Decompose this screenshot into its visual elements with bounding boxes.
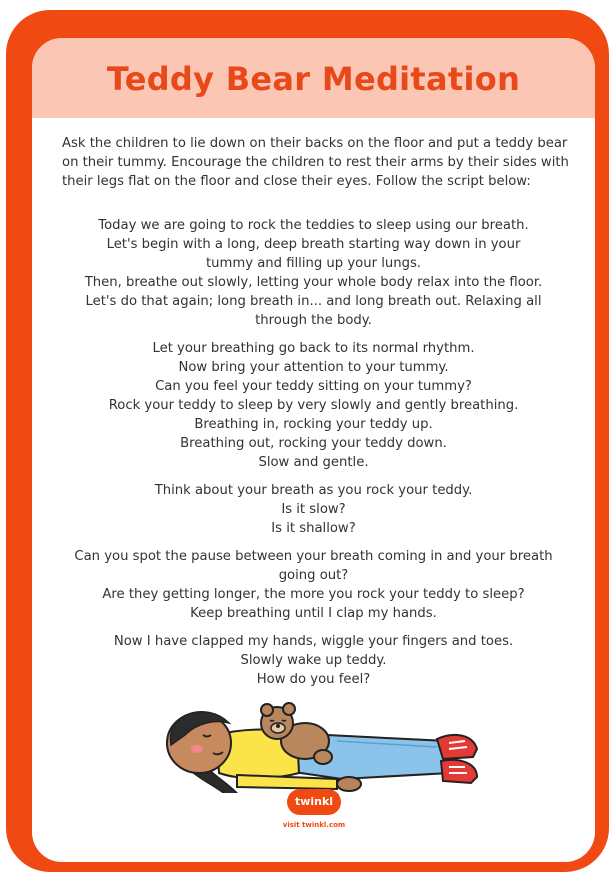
page-frame (6, 10, 609, 872)
script-paragraph-1 (62, 216, 565, 330)
script-line: Let's do that again; long breath in... and long breath out. Relaxing all (85, 294, 542, 309)
script-line: Is it slow? (281, 502, 346, 517)
meditation-script (62, 216, 565, 698)
script-line: Slow and gentle. (258, 455, 369, 470)
script-line: going out? (278, 568, 349, 583)
script-line: Breathing out, rocking your teddy down. (180, 436, 447, 451)
script-line: through the body. (255, 313, 372, 328)
script-line: Keep breathing until I clap my hands. (190, 606, 437, 621)
script-line: How do you feel? (256, 672, 371, 687)
script-line: Think about your breath as you rock your teddy. (154, 483, 473, 498)
page-title: Teddy Bear Meditation (106, 60, 521, 98)
intro-paragraph: Ask the children to lie down on their backs on the floor and put a teddy bear on their tummy. Encourage the children to rest their arms by their sides with their legs flat on the floor and close their eyes. Follow the script below: (62, 136, 569, 189)
script-paragraph-4 (62, 547, 565, 623)
script-line: tummy and filling up your lungs. (205, 256, 422, 271)
logo-url[interactable]: visit twinkl.com (282, 821, 346, 829)
script-paragraph-5 (62, 632, 565, 689)
script-paragraph-3 (62, 481, 565, 538)
logo-text: twinkl (294, 795, 334, 808)
script-line: Let your breathing go back to its normal rhythm. (152, 341, 475, 356)
child-with-teddy-illustration (137, 683, 497, 793)
script-line: Let's begin with a long, deep breath starting way down in your (106, 237, 521, 252)
script-line: Breathing in, rocking your teddy up. (194, 417, 433, 432)
script-line: Can you feel your teddy sitting on your tummy? (155, 379, 472, 394)
script-line: Slowly wake up teddy. (240, 653, 387, 668)
title-band (32, 38, 595, 118)
script-line: Can you spot the pause between your breath coming in and your breath (74, 549, 553, 564)
script-line: Is it shallow? (271, 521, 356, 536)
script-line: Rock your teddy to sleep by very slowly and gently breathing. (108, 398, 519, 413)
script-line: Now I have clapped my hands, wiggle your fingers and toes. (113, 634, 514, 649)
script-line: Are they getting longer, the more you rock your teddy to sleep? (102, 587, 525, 602)
script-line: Then, breathe out slowly, letting your whole body relax into the floor. (84, 275, 543, 290)
twinkl-logo (287, 789, 341, 815)
script-line: Today we are going to rock the teddies to sleep using our breath. (98, 218, 529, 233)
content-card (32, 38, 595, 862)
script-line: Now bring your attention to your tummy. (178, 360, 449, 375)
script-paragraph-2 (62, 339, 565, 472)
